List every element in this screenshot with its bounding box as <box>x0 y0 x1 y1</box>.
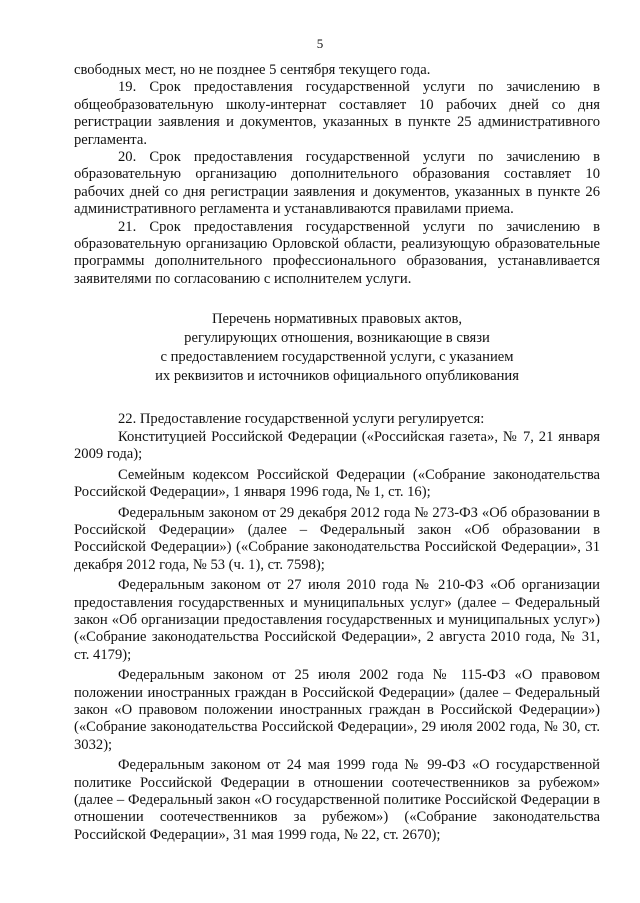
heading-line-1: Перечень нормативных правовых актов, <box>211 311 463 328</box>
heading-line-3: с предоставлением государственной услуги, с указанием <box>160 348 514 365</box>
heading-line-4: их реквизитов и источников официального опубликования <box>155 367 519 384</box>
heading-line-2: регулирующих отношения, возникающие в связи <box>184 330 490 347</box>
legal-act-constitution: Конституцией Российской Федерации («Российская газета», № 7, 21 января 2009 года); <box>74 428 600 463</box>
legal-act-210-fz: Федеральным законом от 27 июля 2010 года № 210-ФЗ «Об организации предоставления государственных и муниципальных услуг» (далее – Федеральный закон «Об организации предоставления государственных и муниципальных услуг») («Собрание законодательства Российской Федерации», 2 августа 2010 года, № 31, ст. 4179); <box>74 577 600 663</box>
page-number: 5 <box>316 36 324 51</box>
paragraph-continuation: свободных мест, но не позднее 5 сентября текущего года. <box>74 62 431 78</box>
legal-act-115-fz: Федеральным законом от 25 июля 2002 года № 115-ФЗ «О правовом положении иностранных граждан в Российской Федерации» (далее – Федеральный закон «О правовом положении иностранных граждан в Российской Федерации») («Собрание законодательства Российской Федерации», 29 июля 2002 года, № 30, ст. 3032); <box>74 667 600 753</box>
legal-act-273-fz: Федеральным законом от 29 декабря 2012 года № 273-ФЗ «Об образовании в Российской Федерации» (далее – Федеральный закон «Об образовании в Российской Федерации») («Собрание законодательства Российской Федерации», 31 декабря 2012 года, № 53 (ч. 1), ст. 7598); <box>74 504 600 573</box>
paragraph-item-21: 21. Срок предоставления государственной услуги по зачислению в образовательную организацию Орловской области, реализующую образовательные программы дополнительного профессионального образования, устанавливается заявителями по согласованию с исполнителем услуги. <box>74 218 600 287</box>
paragraph-item-19: 19. Срок предоставления государственной услуги по зачислению в общеобразовательную школу-интернат составляет 10 рабочих дней со дня регистрации заявления и документов, указанных в пункте 25 административного регламента. <box>74 79 600 148</box>
paragraph-item-20: 20. Срок предоставления государственной услуги по зачислению в образовательную организацию дополнительного образования составляет 10 рабочих дней со дня регистрации заявления и документов, указанных в пункте 26 административного регламента и устанавливаются правилами приема. <box>74 149 600 218</box>
paragraph-item-22: 22. Предоставление государственной услуги регулируется: <box>118 411 485 428</box>
document-body <box>74 62 600 844</box>
legal-act-family-code: Семейным кодексом Российской Федерации («Собрание законодательства Российской Федерации», 1 января 1996 года, № 1, ст. 16); <box>74 466 600 501</box>
section-heading <box>74 310 600 385</box>
legal-act-99-fz: Федеральным законом от 24 мая 1999 года № 99-ФЗ «О государственной политике Российской Федерации в отношении соотечественников за рубежом» (далее – Федеральный закон «О государственной политике Российской Федерации в отношении соотечественников за рубежом») («Собрание законодательства Российской Федерации», 31 мая 1999 года, № 22, ст. 2670); <box>74 757 600 843</box>
